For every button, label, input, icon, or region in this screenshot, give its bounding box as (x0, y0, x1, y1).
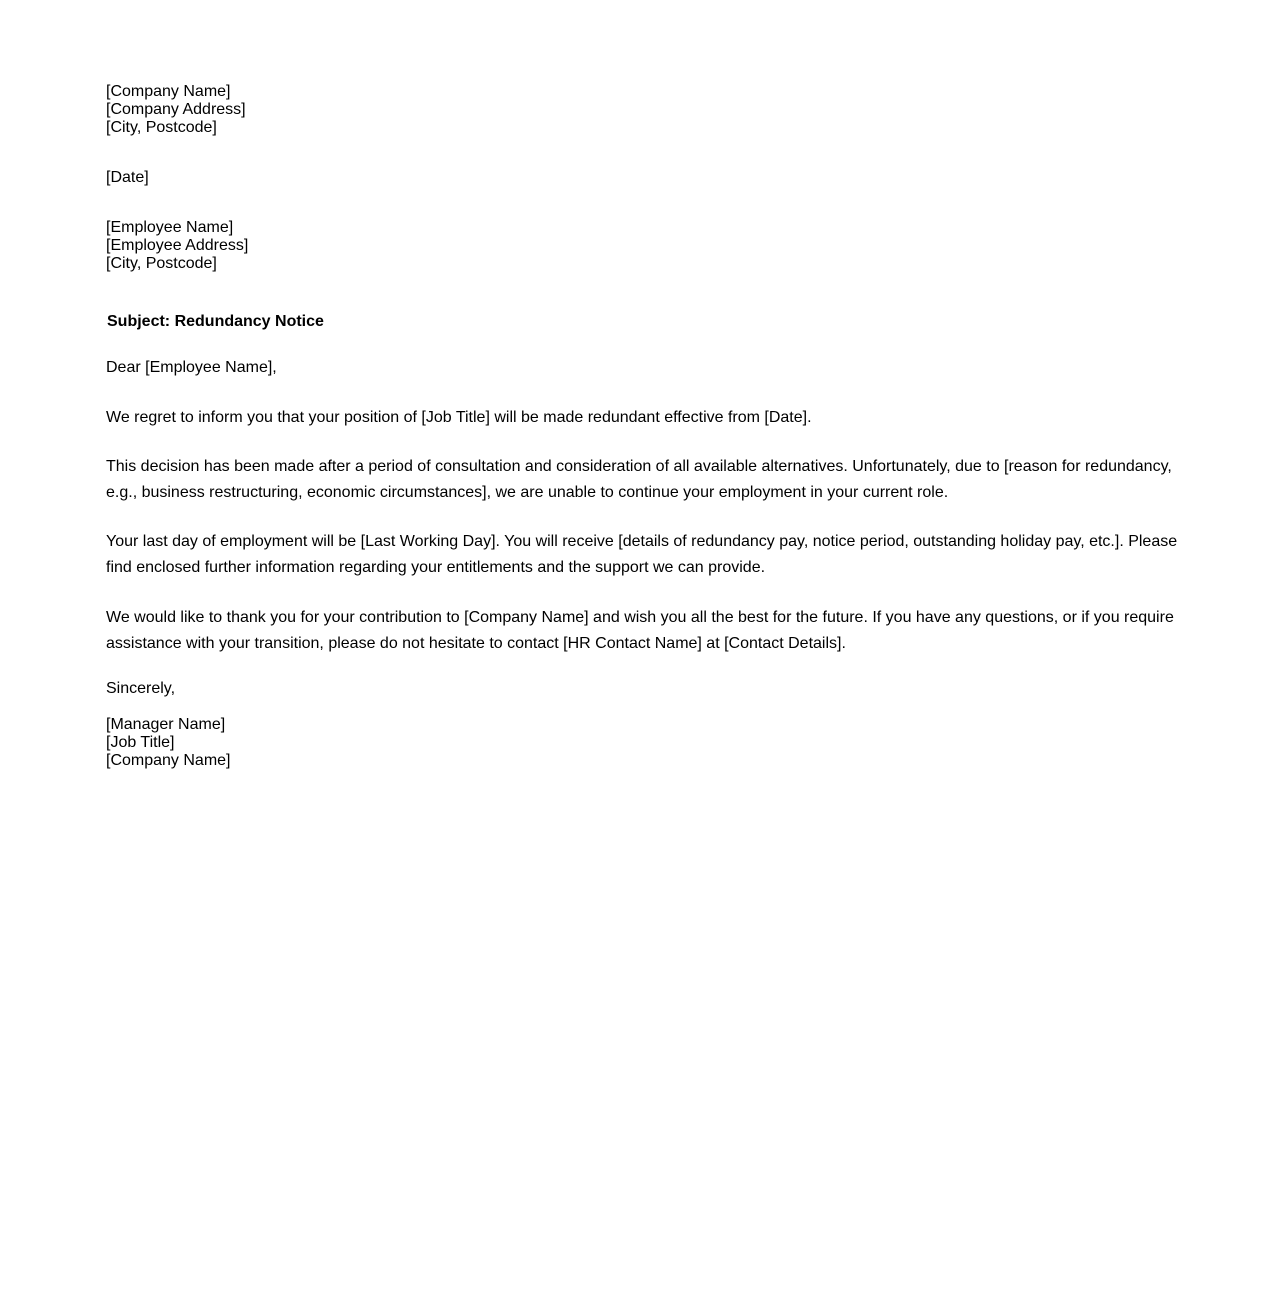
closing: Sincerely, (106, 680, 176, 697)
paragraph-notice: We regret to inform you that your position of [Job Title] will be made redundant effective from [Date]. (106, 409, 812, 426)
signature-company-name: [Company Name] (106, 752, 231, 769)
sender-company-address: [Company Address] (106, 101, 246, 118)
sender-city-postcode: [City, Postcode] (106, 119, 217, 136)
signature-job-title: [Job Title] (106, 734, 175, 751)
salutation: Dear [Employee Name], (106, 359, 277, 376)
signature-manager-name: [Manager Name] (106, 716, 226, 733)
subject-line: Subject: Redundancy Notice (107, 313, 324, 330)
letter-date: [Date] (106, 169, 149, 186)
signature-block (106, 716, 231, 770)
recipient-address-block (106, 219, 248, 273)
paragraph-entitlements: Your last day of employment will be [Last Working Day]. You will receive [details of redundancy pay, notice period, outstanding holiday pay, etc.]. Please find enclosed further information regarding your entitlements and the support we can provide. (106, 533, 1178, 576)
recipient-employee-name: [Employee Name] (106, 219, 234, 236)
recipient-city-postcode: [City, Postcode] (106, 255, 217, 272)
paragraph-thanks: We would like to thank you for your contribution to [Company Name] and wish you all the best for the future. If you have any questions, or if you require assistance with your transition, please do not hesitate to contact [HR Contact Name] at [Contact Details]. (106, 609, 1174, 652)
sender-address-block (106, 83, 246, 137)
paragraph-reason: This decision has been made after a period of consultation and consideration of all available alternatives. Unfortunately, due to [reason for redundancy, e.g., business restructuring, economic circumstances], we are unable to continue your employment in your current role. (106, 458, 1172, 501)
sender-company-name: [Company Name] (106, 83, 231, 100)
recipient-employee-address: [Employee Address] (106, 237, 249, 254)
